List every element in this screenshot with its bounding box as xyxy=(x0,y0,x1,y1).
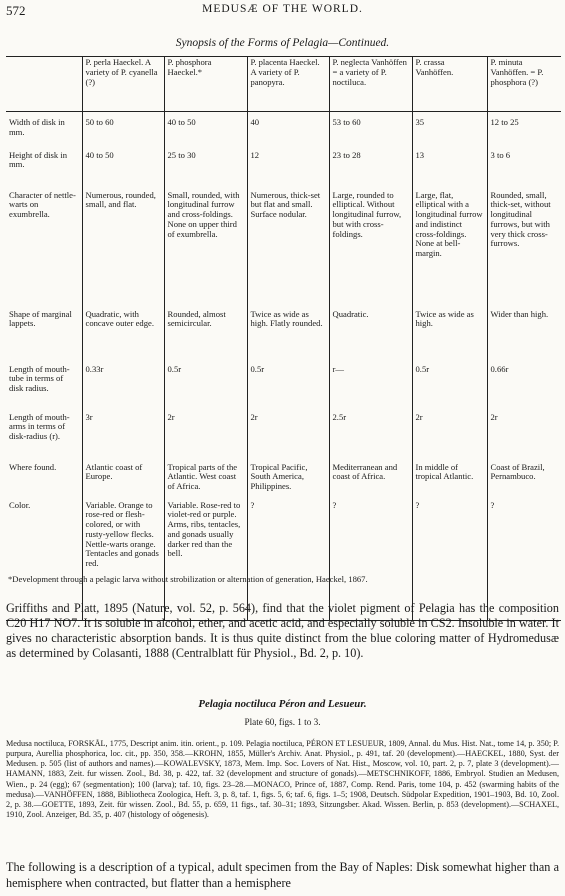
table-cell: 40 to 50 xyxy=(82,150,164,190)
table-row xyxy=(6,412,561,462)
table-cell: 0.5r xyxy=(247,364,329,412)
table-cell: Quadratic, with concave outer edge. xyxy=(82,309,164,364)
row-label: Color. xyxy=(6,500,82,621)
table-cell: Large, flat, elliptical with a longitudinal furrow and indistinct cross-foldings. None at bell-margin. xyxy=(412,190,487,309)
table-cell: In middle of tropical Atlantic. xyxy=(412,462,487,500)
table-cell: Numerous, rounded, small, and flat. xyxy=(82,190,164,309)
table-cell: Rounded, small, thick-set, without longitudinal furrows, but with very thick cross-furrows. xyxy=(487,190,561,309)
body-paragraph: Griffiths and Platt, 1895 (Nature, vol. 52, p. 564), find that the violet pigment of Pelagia has the composition C20 H17 NO7. It is soluble in alcohol, ether, and acetic acid, and especially soluble in CS2. Insoluble in water. It gives no characteristic absorption bands. It is thus quite distinct from the blue coloring matter of Hydromedusæ as determined by Colasanti, 1888 (Centralblatt für Physiol., Bd. 2, p. 10). xyxy=(6,601,559,660)
table-cell: Rounded, almost semicircular. xyxy=(164,309,247,364)
table-cell: 12 to 25 xyxy=(487,112,561,150)
table-cell: 0.5r xyxy=(164,364,247,412)
table-cell: 50 to 60 xyxy=(82,112,164,150)
table-cell: 2.5r xyxy=(329,412,412,462)
table-cell: 35 xyxy=(412,112,487,150)
table-row xyxy=(6,112,561,150)
table-cell: ? xyxy=(329,500,412,621)
table-cell: 25 to 30 xyxy=(164,150,247,190)
synonymy-list: Medusa noctiluca, FORSKÅL, 1775, Descript anim. itin. orient., p. 109. Pelagia noctiluca, PÉRON ET LESUEUR, 1809, Annal. du Mus. Hist. Nat., tome 14, p. 350; P. purpura, Aurellia phosphorica, loc. cit., pp. 350, 358.—KROHN, 1855, Müller's Archiv. Anat. Physiol., p. 491, taf. 20 (development).—HAECKEL, 1880, Syst. der Medusen. p. 505 (list of authors and names).—KOWALEVSKY, 1873, Mem. Imp. Soc. Lovers of Nat. Hist., Moscow, vol. 10, part. 2, p. 7, plate 3 (development).—HAMANN, 1883, Zeit. fur wissen. Zool., Bd. 38, p. 422, taf. 32 (development and structure of gonads).—METSCHNIKOFF, 1886, Embryol. Studien an Medusen, Wien., p. 24 (egg); 67 (segmentation); 100 (larva); taf. 10, figs. 23–28.—MONACO, Prince of, 1887, Comp. Rend. Paris, tome 104, p. 452 (swarming habits of the medusa).—VANHÖFFEN, 1888, Bibliotheca Zoologica, Heft. 3, p. 8, taf. 1, figs. 5, 6; taf. 6, figs. 1–5; 1908, Deutsch. Südpolar Expedition, 1901–1903, Bd. 10, Zool. 2, p. 38.—GOETTE, 1893, Zeit. für wissen. Zool., Bd. 55, p. 659, 11 figs., taf. 30–31; 1893, Sitzungsber. Akad. Wissen. Berlin, p. 853 (development).—SCHAXEL, 1910, Zool. Anzeiger, Bd. 35, p. 407 (histology of oögenesis). xyxy=(6,739,559,820)
plate-reference: Plate 60, figs. 1 to 3. xyxy=(244,717,321,727)
table-caption: Synopsis of the Forms of Pelagia—Continued. xyxy=(175,37,390,49)
table-cell: 23 to 28 xyxy=(329,150,412,190)
table-cell: Numerous, thick-set but flat and small. Surface nodular. xyxy=(247,190,329,309)
column-header: P. placenta Haeckel. A variety of P. panopyra. xyxy=(247,57,329,112)
table-row xyxy=(6,309,561,364)
table-cell: Coast of Brazil, Pernambuco. xyxy=(487,462,561,500)
table-cell: 12 xyxy=(247,150,329,190)
row-label: Height of disk in mm. xyxy=(9,149,68,170)
table-cell: 0.33r xyxy=(82,364,164,412)
running-head: MEDUSÆ OF THE WORLD. xyxy=(202,3,363,15)
row-label: Character of nettle-warts on exumbrella. xyxy=(9,189,76,220)
table-cell: Small, rounded, with longitudinal furrow and cross-foldings. None on upper third of exumbrella. xyxy=(164,190,247,309)
table-cell: ? xyxy=(487,500,561,621)
table-cell: 40 to 50 xyxy=(164,112,247,150)
table-cell: 0.5r xyxy=(412,364,487,412)
table-cell: 2r xyxy=(247,412,329,462)
table-cell: Quadratic. xyxy=(329,309,412,364)
table-cell: ? xyxy=(247,500,329,621)
table-cell: 2r xyxy=(412,412,487,462)
table-cell: Wider than high. xyxy=(487,309,561,364)
table-cell: 3 to 6 xyxy=(487,150,561,190)
table-cell: Variable. Orange to rose-red or flesh-colored, or with rusty-yellow flecks. Nettle-warts orange. Tentacles and gonads red. xyxy=(82,500,164,621)
column-header: P. neglecta Vanhöffen = a variety of P. noctiluca. xyxy=(329,57,412,112)
table-row xyxy=(6,190,561,309)
table-cell: 40 xyxy=(247,112,329,150)
table-cell: Twice as wide as high. xyxy=(412,309,487,364)
table-cell: 53 to 60 xyxy=(329,112,412,150)
table-row xyxy=(6,364,561,412)
row-label: Length of mouth-arms in terms of disk-radius (r). xyxy=(9,411,70,442)
table-cell: ? xyxy=(412,500,487,621)
table-cell: 0.66r xyxy=(487,364,561,412)
row-label: Length of mouth-tube in terms of disk radius. xyxy=(9,363,70,394)
table-footnote: *Development through a pelagic larva without strobilization or alternation of generation, Haeckel, 1867. xyxy=(8,574,368,584)
table-cell: Atlantic coast of Europe. xyxy=(82,462,164,500)
table-cell: r— xyxy=(329,364,412,412)
column-header: P. perla Haeckel. A variety of P. cyanella (?) xyxy=(82,57,164,112)
synopsis-table xyxy=(6,56,561,621)
table-cell: 3r xyxy=(82,412,164,462)
table-cell: 2r xyxy=(164,412,247,462)
table-cell: Variable. Rose-red to violet-red or purple. Arms, ribs, tentacles, and gonads usually darker red than the bell. xyxy=(164,500,247,621)
table-cell: 13 xyxy=(412,150,487,190)
row-label: Width of disk in mm. xyxy=(9,117,65,137)
table-header-row xyxy=(6,57,561,112)
table-cell: Mediterranean and coast of Africa. xyxy=(329,462,412,500)
table-cell: Twice as wide as high. Flatly rounded. xyxy=(247,309,329,364)
table-cell: 2r xyxy=(487,412,561,462)
table-cell: Tropical parts of the Atlantic. West coast of Africa. xyxy=(164,462,247,500)
row-label: Shape of marginal lappets. xyxy=(9,308,72,329)
table-cell: Large, rounded to elliptical. Without longitudinal furrow, but with cross-foldings. xyxy=(329,190,412,309)
table-row xyxy=(6,150,561,190)
column-header: P. crassa Vanhöffen. xyxy=(412,57,487,112)
column-header: P. phosphora Haeckel.* xyxy=(164,57,247,112)
body-paragraph: The following is a description of a typical, adult specimen from the Bay of Naples: Disk somewhat higher than a hemisphere when contracted, but flatter than a hemisphere xyxy=(6,860,559,890)
page-number: 572 xyxy=(6,3,26,18)
species-heading: Pelagia noctiluca Péron and Lesueur. xyxy=(198,698,367,710)
row-label: Where found. xyxy=(9,461,57,472)
column-header: P. minuta Vanhöffen. = P. phosphora (?) xyxy=(487,57,561,112)
table-row xyxy=(6,462,561,500)
header-corner xyxy=(6,57,82,112)
table-cell: Tropical Pacific, South America, Philippines. xyxy=(247,462,329,500)
